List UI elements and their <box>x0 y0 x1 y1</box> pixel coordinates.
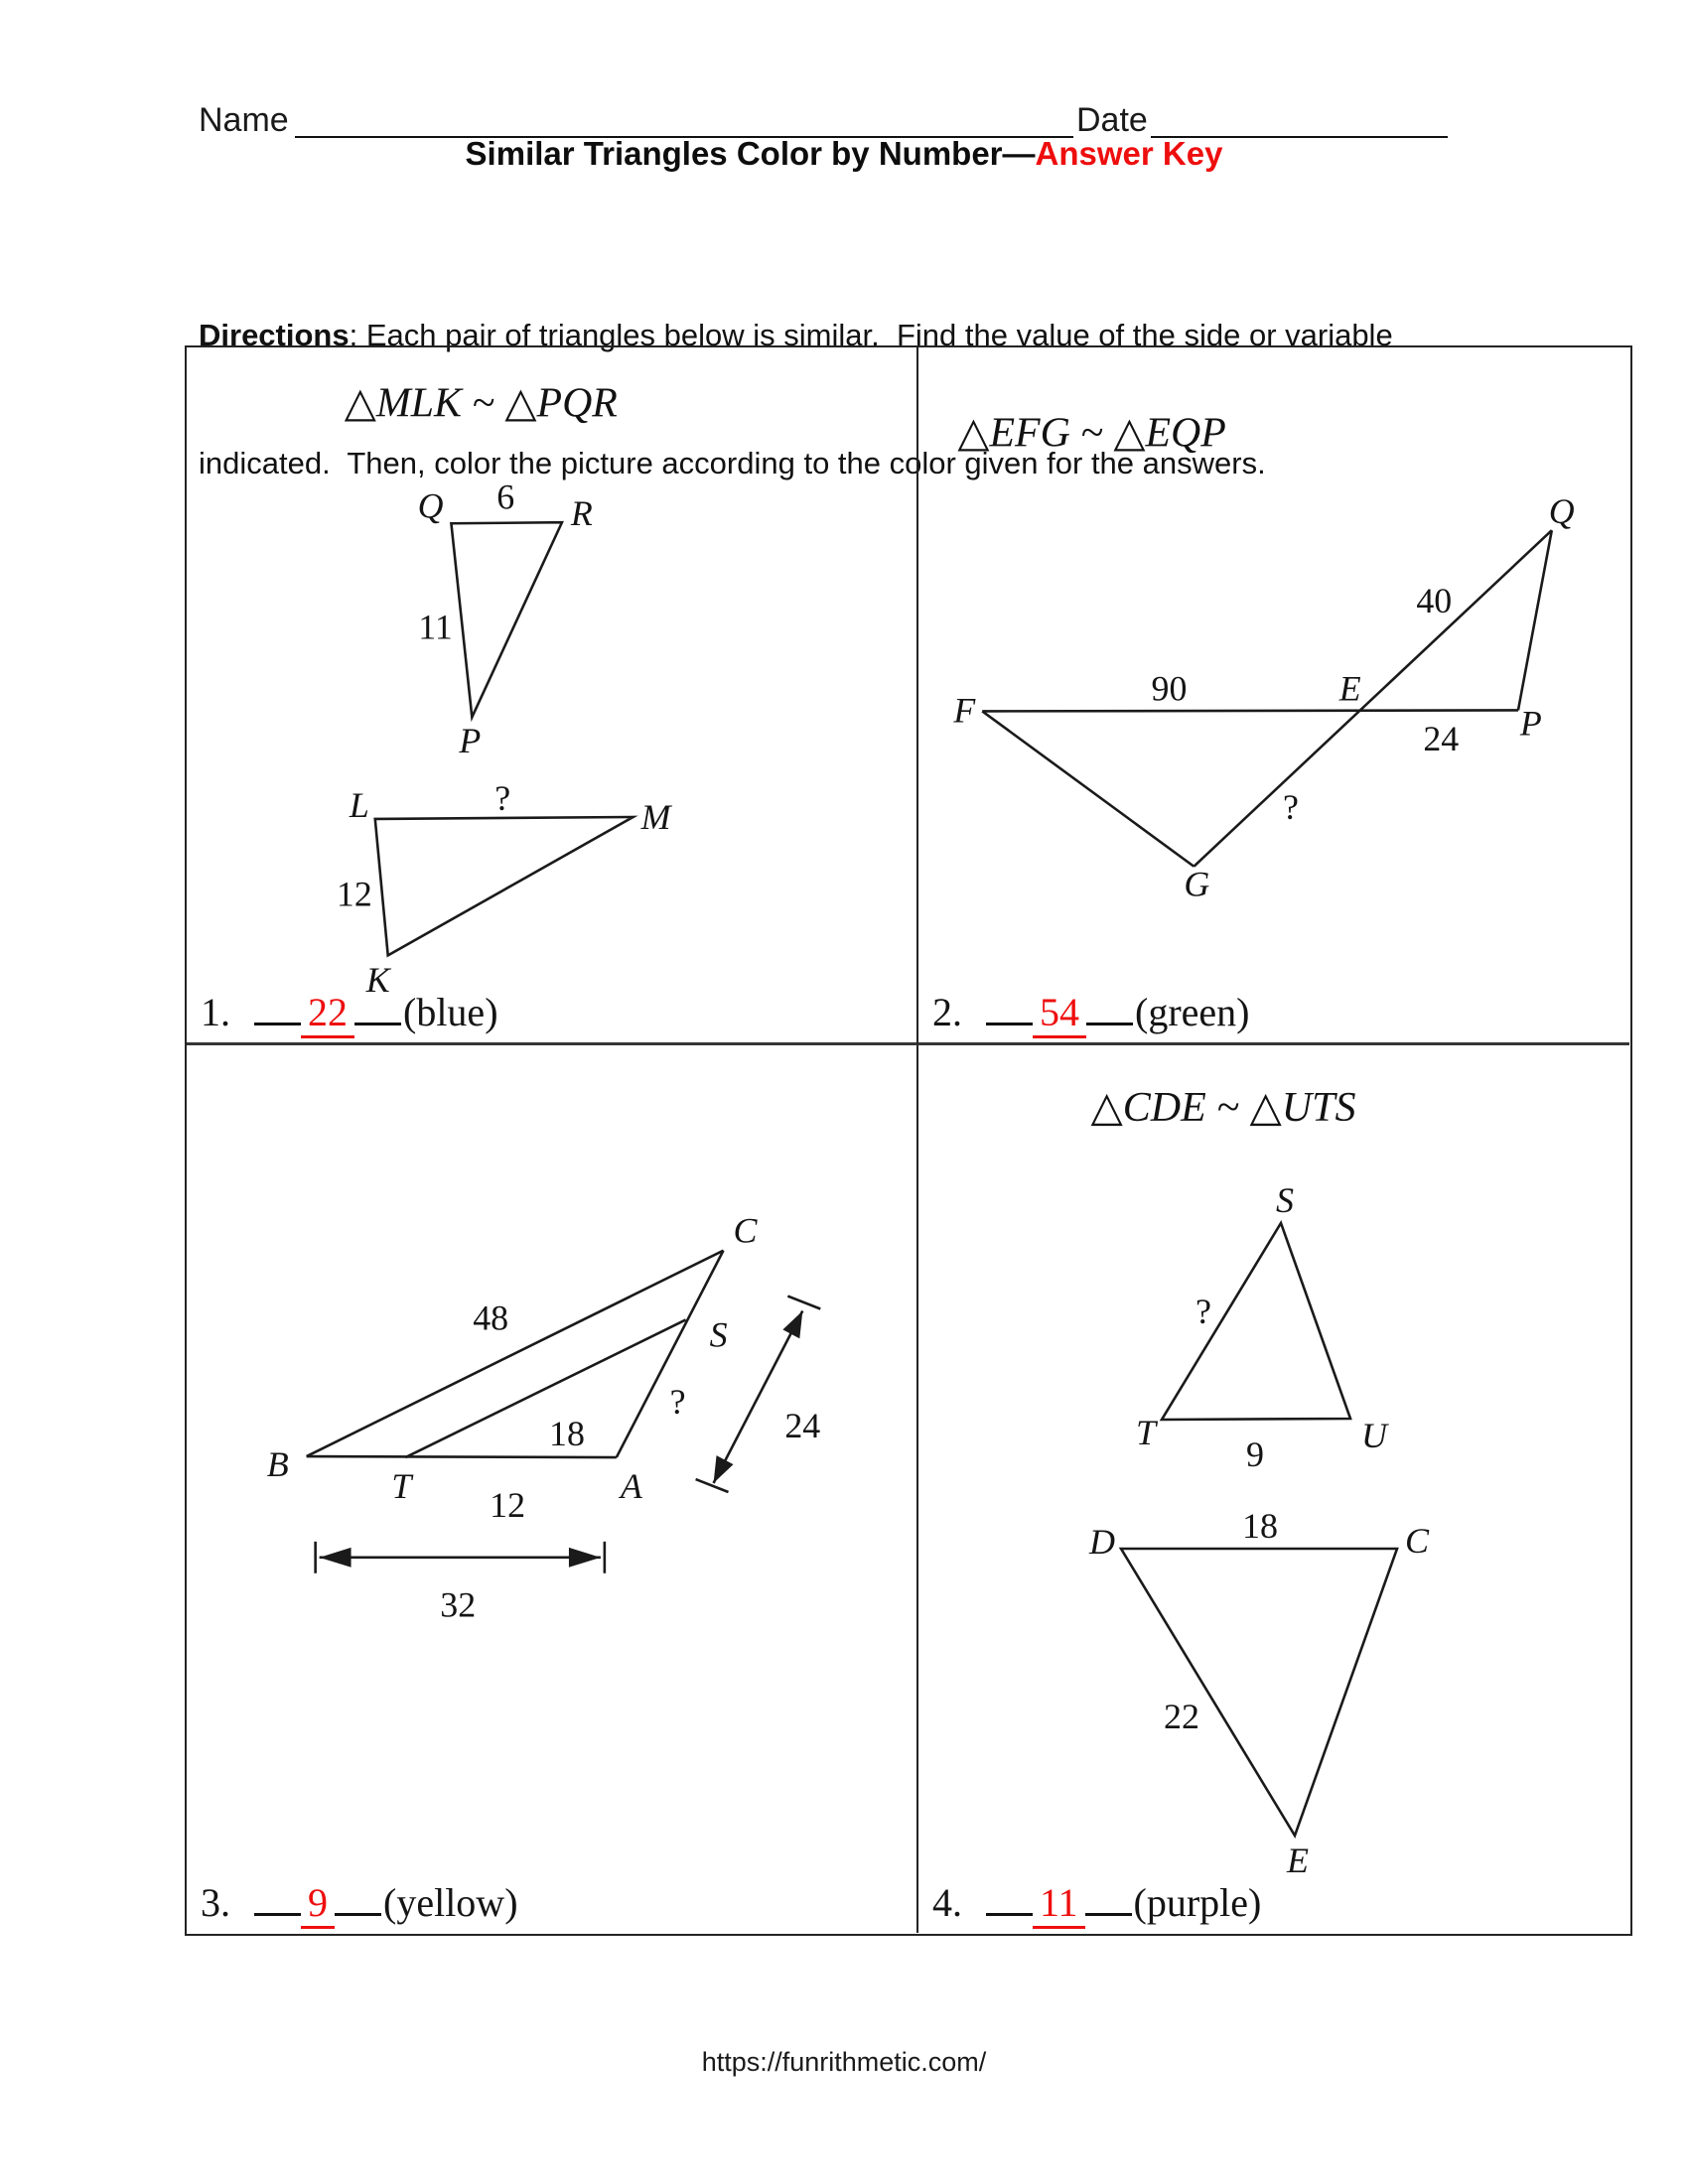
directions-label: Directions <box>199 318 350 352</box>
answer-blank-left-2 <box>986 1023 1033 1025</box>
vertex-label-a: A <box>620 1465 642 1506</box>
footer-url: https://funrithmetic.com/ <box>701 2047 987 2077</box>
triangle-dce <box>1121 1549 1397 1836</box>
dimension-label-24: 24 <box>784 1406 821 1446</box>
answer-value-2: 54 <box>1033 990 1086 1038</box>
page-title-main: Similar Triangles Color by Number— <box>465 135 1036 172</box>
problem-number-4: 4. <box>932 1880 962 1925</box>
vertex-label-s4: S <box>1276 1180 1294 1220</box>
dimension-tick-bottom <box>696 1479 729 1492</box>
side-label-6: 6 <box>496 477 515 517</box>
side-label-24: 24 <box>1423 719 1460 759</box>
triangle-lkm <box>375 817 633 955</box>
segment-bc <box>307 1251 724 1456</box>
similarity-statement-1: △MLK ~ △PQR <box>344 380 618 427</box>
triangle-uts <box>1162 1223 1350 1420</box>
answer-color-word-1: (blue) <box>403 990 498 1034</box>
vertex-label-b: B <box>266 1444 289 1485</box>
vertex-label-f: F <box>953 690 976 731</box>
page-title-answer-key: Answer Key <box>1035 135 1223 172</box>
triangle-pqr <box>451 522 562 717</box>
vertex-label-e: E <box>1338 668 1361 709</box>
answer-row-4 <box>932 1880 1261 1929</box>
answer-color-word-2: (green) <box>1135 990 1250 1034</box>
problem-4-figure <box>918 1045 1629 1933</box>
problem-1-cell <box>187 347 918 1045</box>
side-label-48: 48 <box>473 1297 509 1338</box>
answer-value-3: 9 <box>301 1880 335 1929</box>
side-label-18: 18 <box>549 1414 585 1454</box>
problem-grid <box>185 345 1632 1936</box>
segment-gq <box>1194 530 1551 867</box>
vertex-label-g: G <box>1184 864 1210 904</box>
vertex-label-k: K <box>365 960 390 1001</box>
problem-3-cell <box>187 1045 918 1933</box>
directions-line2: indicated. Then, color the picture according to the color given for the answers. <box>199 446 1266 480</box>
directions-line1: Directions: Each pair of triangles below is similar. Find the value of the side or variable <box>199 318 1393 352</box>
similarity-statement-4: △CDE ~ △UTS <box>1090 1085 1356 1131</box>
answer-value-4: 11 <box>1033 1880 1085 1929</box>
answer-row-2 <box>932 990 1249 1038</box>
side-label-question-3: ? <box>669 1382 686 1423</box>
answer-blank-right-1 <box>354 1023 401 1025</box>
problem-1-figure <box>187 347 916 1042</box>
segment-ts <box>405 1319 685 1457</box>
vertex-label-m: M <box>640 796 671 837</box>
answer-row-3 <box>201 1880 518 1929</box>
side-label-question-1: ? <box>494 778 511 819</box>
vertex-label-s: S <box>709 1314 728 1355</box>
answer-color-word-4: (purple) <box>1133 1880 1262 1925</box>
answer-color-word-3: (yellow) <box>383 1880 518 1925</box>
side-label-question-4: ? <box>1196 1292 1211 1331</box>
vertex-label-l: L <box>349 784 369 825</box>
page-title <box>0 135 1688 173</box>
vertex-label-p: P <box>459 721 482 761</box>
problem-3-figure <box>187 1045 916 1933</box>
vertex-label-u: U <box>1361 1416 1387 1455</box>
vertex-label-q2: Q <box>1548 491 1575 532</box>
side-label-40: 40 <box>1416 580 1453 620</box>
side-label-11: 11 <box>418 607 453 647</box>
side-label-22: 22 <box>1164 1697 1199 1736</box>
answer-value-1: 22 <box>301 990 354 1038</box>
side-label-9: 9 <box>1246 1434 1264 1474</box>
side-label-90: 90 <box>1151 668 1188 709</box>
vertex-label-d: D <box>1089 1522 1115 1562</box>
problem-number-2: 2. <box>932 990 962 1034</box>
similarity-statement-2: △EFG ~ △EQP <box>957 410 1226 457</box>
arrowhead-left-icon <box>320 1548 352 1568</box>
answer-blank-right-4 <box>1085 1913 1132 1916</box>
vertex-label-r: R <box>570 493 593 534</box>
segment-fp <box>982 710 1518 711</box>
dimension-label-32: 32 <box>440 1584 477 1625</box>
problem-number-3: 3. <box>201 1880 230 1925</box>
vertex-label-e4: E <box>1287 1841 1309 1880</box>
arrowhead-up-icon <box>782 1310 802 1338</box>
side-label-question-2: ? <box>1282 786 1299 827</box>
problem-2-cell <box>918 347 1629 1045</box>
vertex-label-c4: C <box>1404 1521 1430 1561</box>
arrowhead-right-icon <box>569 1548 601 1568</box>
vertex-label-p2: P <box>1519 703 1542 744</box>
vertex-label-q: Q <box>417 485 444 526</box>
side-label-12b: 12 <box>490 1484 526 1525</box>
answer-blank-right-2 <box>1086 1023 1133 1025</box>
segment-fg <box>982 711 1194 866</box>
date-label: Date <box>1076 101 1148 139</box>
problem-number-1: 1. <box>201 990 230 1034</box>
side-label-12: 12 <box>336 874 372 914</box>
vertex-label-c: C <box>733 1210 758 1251</box>
side-label-18b: 18 <box>1242 1506 1278 1546</box>
answer-row-1 <box>201 990 498 1038</box>
answer-blank-left-3 <box>254 1913 301 1916</box>
segment-ac <box>617 1251 724 1457</box>
problem-4-cell <box>918 1045 1629 1933</box>
arrowhead-down-icon <box>714 1455 734 1483</box>
problem-2-figure <box>918 347 1629 1042</box>
vertex-label-t4: T <box>1135 1413 1157 1452</box>
answer-blank-left-1 <box>254 1023 301 1025</box>
vertex-label-t: T <box>391 1465 412 1506</box>
answer-blank-right-3 <box>335 1913 381 1916</box>
answer-blank-left-4 <box>986 1913 1033 1916</box>
dimension-tick-top <box>787 1297 820 1309</box>
segment-ba <box>307 1456 617 1457</box>
name-label: Name <box>199 101 289 139</box>
